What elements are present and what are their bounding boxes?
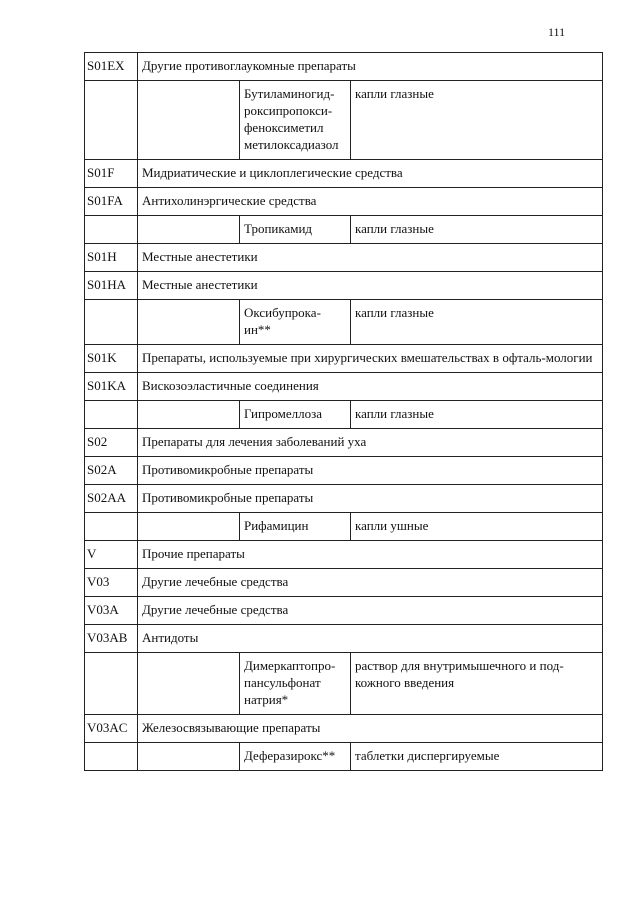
empty-code-cell bbox=[85, 401, 138, 429]
atc-code-cell: V bbox=[85, 541, 138, 569]
drug-name-cell: Оксибупрока-ин** bbox=[240, 300, 351, 345]
drug-row bbox=[85, 216, 603, 244]
group-name-cell: Другие лечебные средства bbox=[138, 569, 603, 597]
atc-code-cell: S01HA bbox=[85, 272, 138, 300]
atc-code-cell: V03A bbox=[85, 597, 138, 625]
group-name-cell: Препараты для лечения заболеваний уха bbox=[138, 429, 603, 457]
drug-row bbox=[85, 300, 603, 345]
atc-code-cell: S01H bbox=[85, 244, 138, 272]
empty-code-cell bbox=[85, 300, 138, 345]
atc-code-cell: S02A bbox=[85, 457, 138, 485]
drug-name-cell: Деферазирокс** bbox=[240, 743, 351, 771]
empty-group-cell bbox=[138, 81, 240, 160]
group-row bbox=[85, 715, 603, 743]
group-name-cell: Вискозоэластичные соединения bbox=[138, 373, 603, 401]
atc-code-cell: V03AB bbox=[85, 625, 138, 653]
dosage-form-cell: раствор для внутримышечного и под-кожного введения bbox=[351, 653, 603, 715]
dosage-form-cell: капли ушные bbox=[351, 513, 603, 541]
drug-name-cell: Гипромеллоза bbox=[240, 401, 351, 429]
atc-code-cell: S01F bbox=[85, 160, 138, 188]
group-row bbox=[85, 541, 603, 569]
group-row bbox=[85, 345, 603, 373]
empty-group-cell bbox=[138, 513, 240, 541]
atc-code-cell: S01FA bbox=[85, 188, 138, 216]
group-name-cell: Противомикробные препараты bbox=[138, 485, 603, 513]
dosage-form-cell: капли глазные bbox=[351, 81, 603, 160]
group-row bbox=[85, 272, 603, 300]
empty-group-cell bbox=[138, 300, 240, 345]
group-row bbox=[85, 457, 603, 485]
drug-row bbox=[85, 81, 603, 160]
group-name-cell: Мидриатические и циклоплегические средства bbox=[138, 160, 603, 188]
group-name-cell: Противомикробные препараты bbox=[138, 457, 603, 485]
empty-code-cell bbox=[85, 81, 138, 160]
group-row bbox=[85, 160, 603, 188]
empty-code-cell bbox=[85, 743, 138, 771]
dosage-form-cell: таблетки диспергируемые bbox=[351, 743, 603, 771]
drug-name-cell: Рифамицин bbox=[240, 513, 351, 541]
group-name-cell: Антихолинэргические средства bbox=[138, 188, 603, 216]
drug-row bbox=[85, 743, 603, 771]
drug-row bbox=[85, 513, 603, 541]
drug-name-cell: Бутиламиногид-роксипропокси-феноксиметил метилоксадиазол bbox=[240, 81, 351, 160]
drug-row bbox=[85, 401, 603, 429]
empty-code-cell bbox=[85, 653, 138, 715]
group-name-cell: Местные анестетики bbox=[138, 244, 603, 272]
group-name-cell: Антидоты bbox=[138, 625, 603, 653]
group-name-cell: Местные анестетики bbox=[138, 272, 603, 300]
group-row bbox=[85, 188, 603, 216]
dosage-form-cell: капли глазные bbox=[351, 401, 603, 429]
empty-group-cell bbox=[138, 653, 240, 715]
group-row bbox=[85, 244, 603, 272]
empty-code-cell bbox=[85, 513, 138, 541]
atc-code-cell: V03AC bbox=[85, 715, 138, 743]
atc-table-body bbox=[85, 53, 603, 771]
atc-code-cell: S01EX bbox=[85, 53, 138, 81]
drug-name-cell: Димеркаптопро-пансульфонат натрия* bbox=[240, 653, 351, 715]
group-name-cell: Прочие препараты bbox=[138, 541, 603, 569]
group-name-cell: Другие противоглаукомные препараты bbox=[138, 53, 603, 81]
atc-code-cell: S02 bbox=[85, 429, 138, 457]
group-row bbox=[85, 373, 603, 401]
dosage-form-cell: капли глазные bbox=[351, 216, 603, 244]
group-row bbox=[85, 429, 603, 457]
group-row bbox=[85, 569, 603, 597]
empty-code-cell bbox=[85, 216, 138, 244]
page-number: 111 bbox=[548, 25, 566, 39]
group-row bbox=[85, 625, 603, 653]
drug-name-cell: Тропикамид bbox=[240, 216, 351, 244]
empty-group-cell bbox=[138, 401, 240, 429]
empty-group-cell bbox=[138, 743, 240, 771]
atc-code-cell: S01K bbox=[85, 345, 138, 373]
drug-row bbox=[85, 653, 603, 715]
atc-code-cell: S02AA bbox=[85, 485, 138, 513]
atc-code-cell: V03 bbox=[85, 569, 138, 597]
group-row bbox=[85, 53, 603, 81]
atc-drug-table bbox=[84, 52, 603, 771]
empty-group-cell bbox=[138, 216, 240, 244]
group-name-cell: Железосвязывающие препараты bbox=[138, 715, 603, 743]
group-name-cell: Другие лечебные средства bbox=[138, 597, 603, 625]
atc-code-cell: S01KA bbox=[85, 373, 138, 401]
dosage-form-cell: капли глазные bbox=[351, 300, 603, 345]
group-row bbox=[85, 597, 603, 625]
group-name-cell: Препараты, используемые при хирургических вмешательствах в офталь-мологии bbox=[138, 345, 603, 373]
group-row bbox=[85, 485, 603, 513]
